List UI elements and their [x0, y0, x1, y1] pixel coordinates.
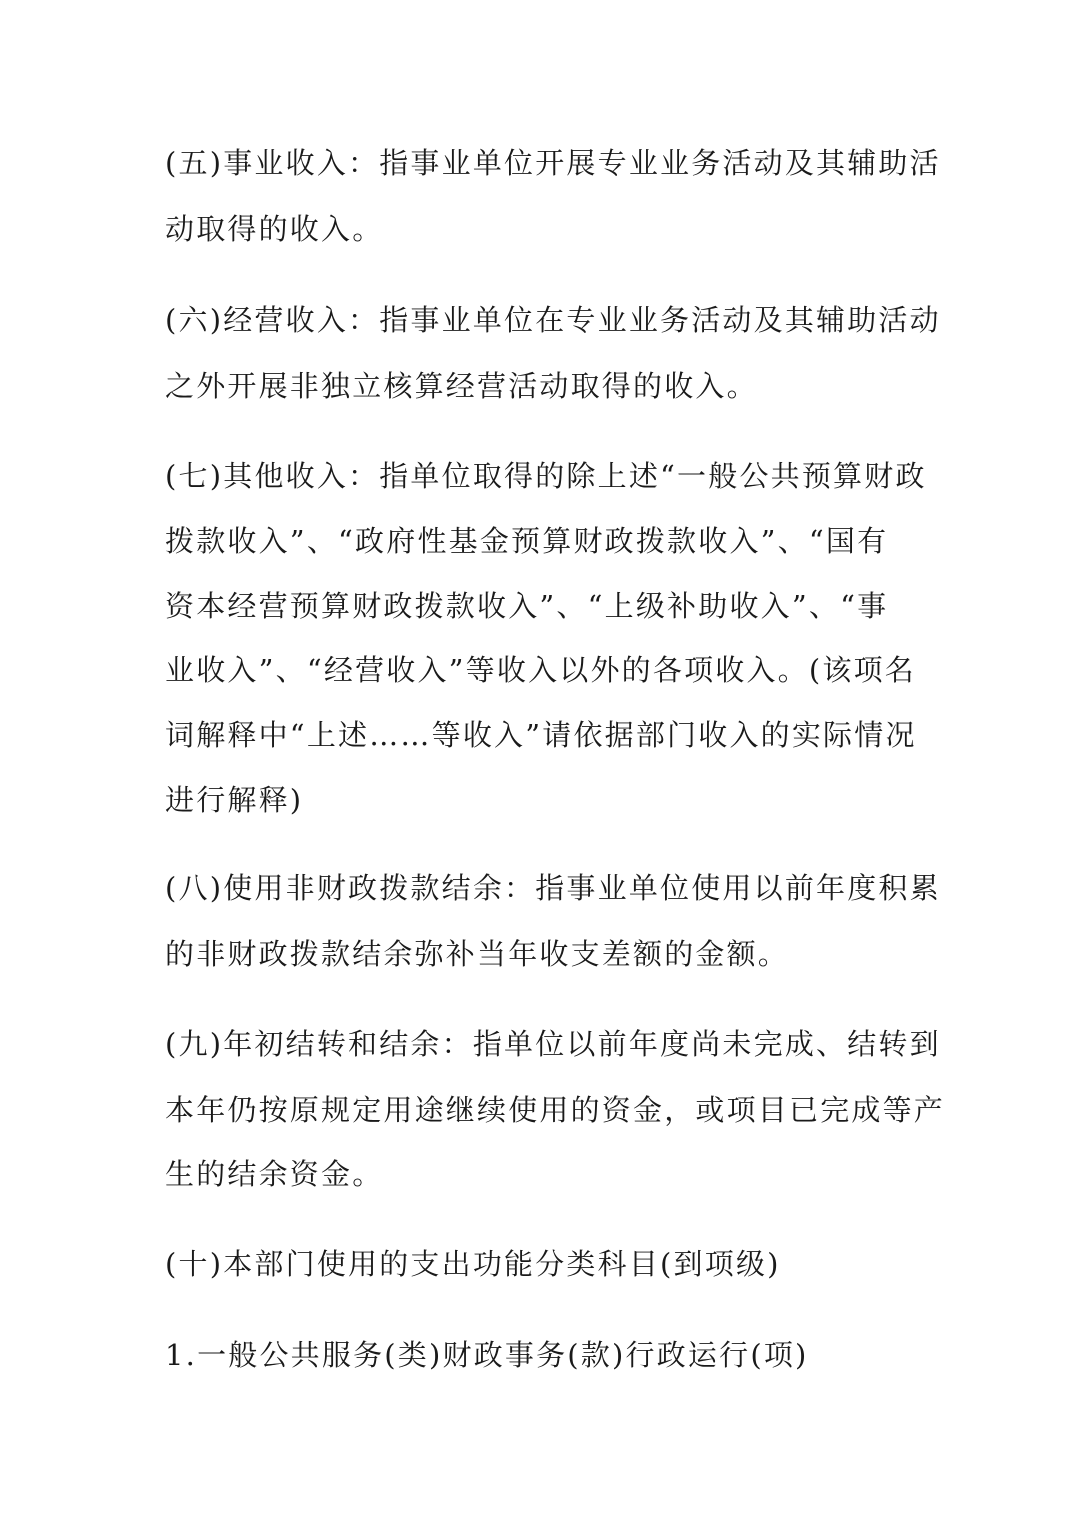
text-line: (九)年初结转和结余：指单位以前年度尚未完成、结转到 [165, 1027, 941, 1061]
text-line: 之外开展非独立核算经营活动取得的收入。 [165, 369, 758, 403]
text-line: 词解释中“上述……等收入”请依据部门收入的实际情况 [165, 718, 917, 752]
text-line: 资本经营预算财政拨款收入”、“上级补助收入”、“事 [165, 589, 889, 623]
text-line: 拨款收入”、“政府性基金预算财政拨款收入”、“国有 [165, 524, 889, 558]
text-line: (七)其他收入：指单位取得的除上述“一般公共预算财政 [165, 459, 927, 493]
text-line: 业收入”、“经营收入”等收入以外的各项收入。(该项名 [165, 653, 916, 687]
text-line: (八)使用非财政拨款结余：指事业单位使用以前年度积累 [165, 871, 941, 905]
text-line: 生的结余资金。 [165, 1157, 384, 1191]
text-line: 的非财政拨款结余弥补当年收支差额的金额。 [165, 937, 790, 971]
text-line: (十)本部门使用的支出功能分类科目(到项级) [165, 1247, 781, 1281]
text-line: 1.一般公共服务(类)财政事务(款)行政运行(项) [165, 1338, 809, 1372]
text-line: (六)经营收入：指事业单位在专业业务活动及其辅助活动 [165, 303, 941, 337]
text-line: 进行解释) [165, 783, 304, 817]
text-line: (五)事业收入：指事业单位开展专业业务活动及其辅助活 [165, 146, 941, 180]
text-line: 本年仍按原规定用途继续使用的资金，或项目已完成等产 [165, 1093, 946, 1127]
text-line: 动取得的收入。 [165, 212, 384, 246]
